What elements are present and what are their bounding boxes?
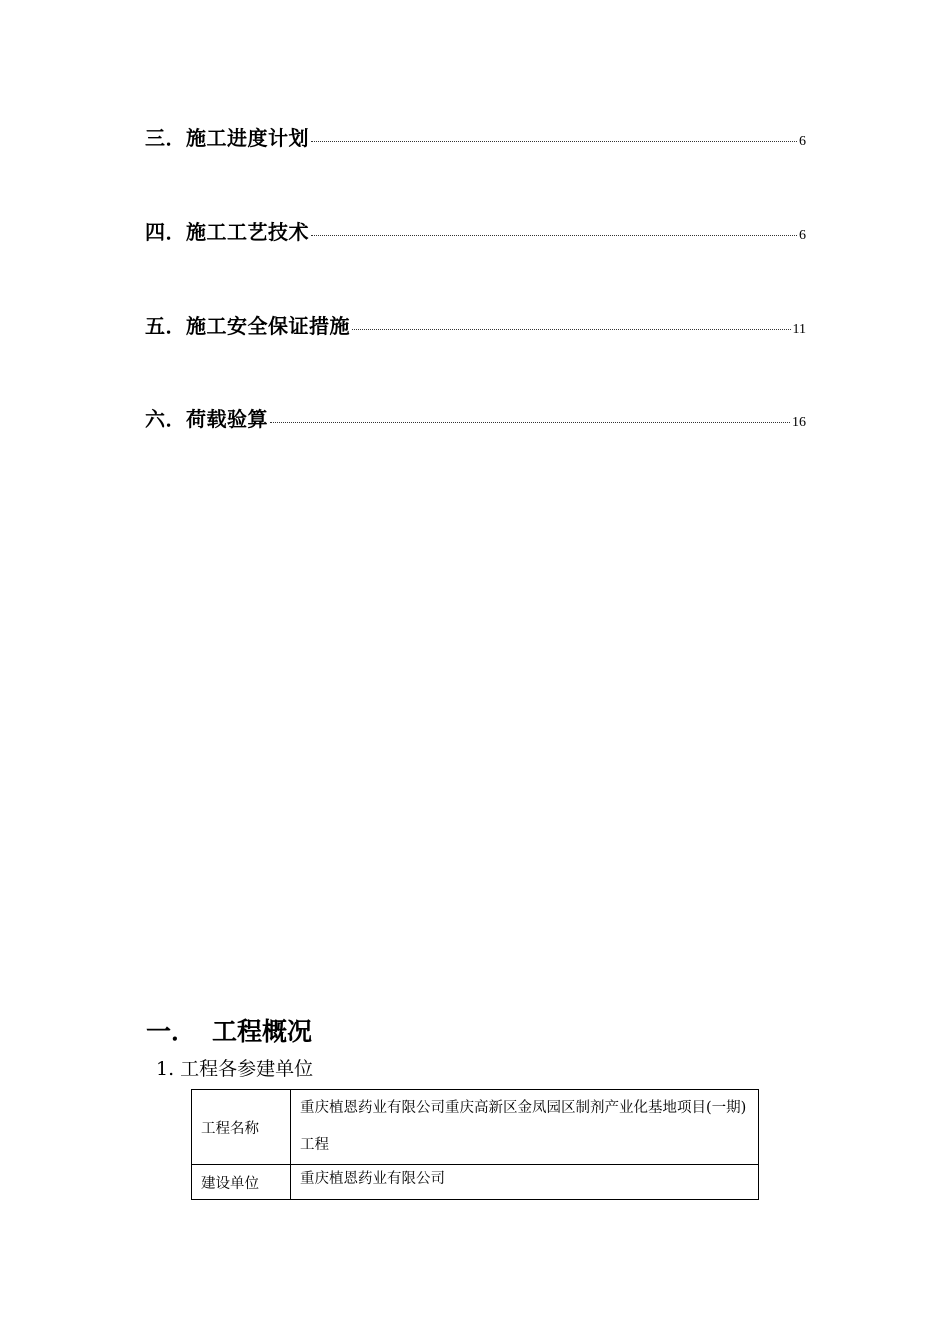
toc-dot-leader [270,422,790,423]
toc-entry-page: 6 [799,228,806,243]
toc-entry-title: 三．施工进度计划 [145,126,309,150]
toc-entry-title: 五．施工安全保证措施 [145,314,350,338]
toc-entry-page: 11 [792,322,806,337]
toc-entry[interactable] [145,122,806,150]
section-number: 一． [146,1017,197,1046]
table-cell-label: 工程名称 [192,1090,291,1165]
toc-entry-page: 16 [792,415,806,430]
toc-entry[interactable] [145,310,806,338]
table-cell-value: 重庆植恩药业有限公司 [291,1165,759,1200]
table-row [192,1165,759,1200]
toc-entry-title: 六．荷载验算 [145,407,268,431]
toc-entry-title: 四．施工工艺技术 [145,220,309,244]
toc-entry[interactable] [145,216,806,244]
toc-dot-leader [311,141,797,142]
toc-dot-leader [311,235,797,236]
table-cell-label: 建设单位 [192,1165,291,1200]
subsection-heading: 1. 工程各参建单位 [156,1058,314,1080]
table-cell-value: 重庆植恩药业有限公司重庆高新区金凤园区制剂产业化基地项目(一期)工程 [291,1090,759,1165]
section-heading [146,1012,312,1048]
table-row [192,1090,759,1165]
toc-dot-leader [352,329,791,330]
toc-entry-page: 6 [799,134,806,149]
section-title: 工程概况 [212,1017,313,1046]
participating-units-table [191,1089,759,1200]
toc-entry[interactable] [145,403,806,431]
